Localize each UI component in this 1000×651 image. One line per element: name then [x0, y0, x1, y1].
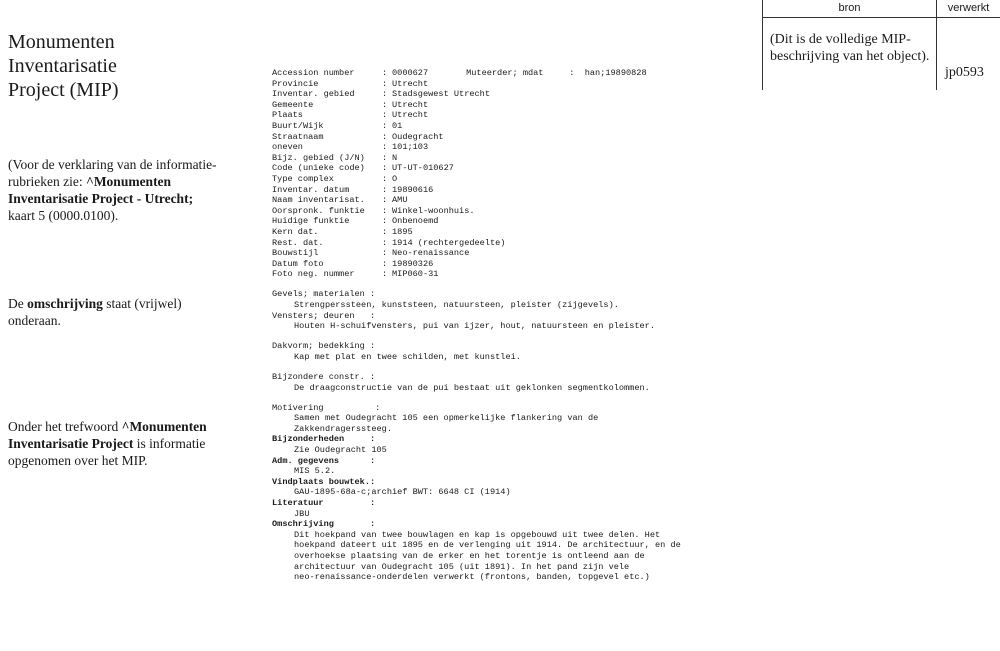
section-value: Houten H-schuifvensters, pui van ijzer, hout, natuursteen en pleister.: [294, 321, 655, 332]
field-separator: :: [382, 78, 388, 89]
column-header-bron: bron: [762, 0, 936, 18]
section-value: Zie Oudegracht 105: [294, 445, 387, 455]
record-field-row: [272, 227, 752, 238]
field-value: 19890326: [392, 258, 434, 269]
field-value: 19890616: [392, 184, 434, 195]
section-gap: [272, 362, 752, 372]
field-value: MIP060-31: [392, 269, 439, 280]
field-separator: :: [382, 258, 388, 269]
field-value: 1895: [392, 226, 413, 237]
field-label: Inventar. datum: [272, 184, 350, 195]
field-separator: :: [543, 68, 585, 78]
field-value: Onbenoemd: [392, 216, 439, 227]
section-label: Gevels; materialen :: [272, 289, 376, 300]
field-value: N: [392, 152, 398, 163]
field-label: Oorspronk. funktie: [272, 205, 365, 216]
column-divider: [762, 18, 763, 90]
record-field-row: [272, 238, 752, 249]
field-label: Type complex: [272, 173, 334, 184]
muteerder-value: han;19890828: [584, 68, 647, 78]
record-field-row: [272, 142, 752, 153]
record-field-row: [272, 68, 752, 79]
record-field-row: [272, 153, 752, 164]
section-value: JBU: [294, 508, 310, 519]
field-separator: :: [382, 152, 388, 163]
note-text: De: [8, 296, 24, 311]
field-separator: :: [382, 248, 388, 259]
note-bold: omschrijving: [27, 296, 103, 311]
record-field-row: [272, 269, 752, 280]
field-value: Utrecht: [392, 78, 429, 89]
note-text: is informatie opgenomen over het MIP.: [8, 436, 206, 468]
record-field-row: [272, 132, 752, 143]
section-gap: [272, 280, 752, 290]
record-field-row: [272, 216, 752, 227]
bron-note: (Dit is de volledige MIP-beschrijving van het object).: [770, 32, 930, 64]
field-value: Neo-renaissance: [392, 248, 470, 259]
field-separator: :: [382, 163, 388, 174]
crossref-link[interactable]: ^Monumenten Inventarisatie Project: [8, 419, 207, 451]
muteerder-field: [466, 68, 647, 79]
field-separator: :: [382, 173, 388, 184]
section-value: Kap met plat en twee schilden, met kunstlei.: [294, 351, 521, 362]
field-separator: :: [382, 110, 388, 121]
section-value: Strengperssteen, kunststeen, natuursteen, pleister (zijgevels).: [294, 299, 619, 310]
field-label: Foto neg. nummer: [272, 269, 355, 280]
field-value: 101;103: [392, 142, 429, 153]
record-field-row: [272, 259, 752, 270]
field-value: Oudegracht: [392, 131, 444, 142]
record-field-row: [272, 185, 752, 196]
section-label: Literatuur :: [272, 497, 376, 508]
field-label: Bijz. gebied (J/N): [272, 152, 365, 163]
field-label: Kern dat.: [272, 226, 319, 237]
record-field-row: [272, 195, 752, 206]
field-label: Plaats: [272, 110, 303, 121]
field-label: Inventar. gebied: [272, 89, 355, 100]
field-separator: :: [382, 205, 388, 216]
field-value: AMU: [392, 195, 408, 206]
column-divider: [936, 18, 937, 90]
section-label: Vindplaats bouwtek.:: [272, 476, 376, 487]
section-value: De draagconstructie van de pui bestaat uit geklonken segmentkolommen.: [294, 382, 650, 393]
mip-record: [272, 68, 752, 583]
field-value: Winkel-woonhuis.: [392, 205, 475, 216]
field-label: oneven: [272, 142, 303, 153]
verwerkt-code: jp0593: [945, 65, 984, 80]
record-field-row: [272, 121, 752, 132]
field-separator: :: [382, 195, 388, 206]
field-label: Rest. dat.: [272, 237, 324, 248]
field-value: Utrecht: [392, 99, 429, 110]
record-sections: [272, 280, 752, 583]
field-label: Straatnaam: [272, 131, 324, 142]
note-text: Onder het trefwoord: [8, 419, 119, 434]
note-text: (Voor de verklaring van de informatie-rubrieken zie:: [8, 157, 217, 189]
field-separator: :: [382, 89, 388, 100]
muteerder-label: Muteerder; mdat: [466, 68, 544, 78]
record-field-row: [272, 206, 752, 217]
section-label: Adm. gegevens :: [272, 455, 376, 466]
section-label: Bijzonderheden :: [272, 434, 376, 445]
field-label: Accession number: [272, 68, 355, 78]
field-separator: :: [382, 142, 388, 153]
field-value: Utrecht: [392, 110, 429, 121]
record-field-row: [272, 110, 752, 121]
field-separator: :: [382, 216, 388, 227]
section-value: Samen met Oudegracht 105 een opmerkelijke flankering van de Zakkendragerssteeg.: [294, 413, 599, 434]
sidebar-note-omschrijving: [8, 295, 218, 329]
field-separator: :: [382, 226, 388, 237]
field-label: Buurt/Wijk: [272, 120, 324, 131]
section-label: Bijzondere constr. :: [272, 371, 376, 382]
field-value: UT-UT-010627: [392, 163, 454, 174]
field-label: Huidige funktie: [272, 216, 350, 227]
section-value: MIS 5.2.: [294, 466, 336, 477]
record-field-row: [272, 79, 752, 90]
section-value: Dit hoekpand van twee bouwlagen en kap is opgebouwd uit twee delen. Het hoekpand dateert uit 1895 en de verlenging uit 1914. De architectuur, en de overhoekse plaatsing van de erker en het torentje is ontleend aan de architectuur van Oudegracht 105 (uit 1891). In het pand zijn vele neo-renaissance-onderdelen verwerkt (frontons, banden, topgevel etc.): [294, 529, 681, 583]
page-title: Monumenten Inventarisatie Project (MIP): [8, 31, 119, 101]
field-separator: :: [382, 99, 388, 110]
field-separator: :: [382, 120, 388, 131]
field-label: Code (unieke code): [272, 163, 365, 174]
section-gap: [272, 393, 752, 403]
section-value: GAU-1895-68a-c;archief BWT: 6648 CI (1914): [294, 487, 511, 498]
column-header-verwerkt: verwerkt: [936, 0, 1000, 18]
field-separator: :: [382, 237, 388, 248]
field-label: Naam inventarisat.: [272, 195, 365, 206]
sidebar-note-rubrieken: [8, 156, 218, 224]
note-text: kaart 5 (0000.0100).: [8, 208, 119, 223]
field-value: 01: [392, 120, 403, 131]
section-label: Motivering :: [272, 402, 381, 413]
field-value: O: [392, 173, 398, 184]
record-fields: [272, 68, 752, 280]
crossref-link[interactable]: ^Monumenten Inventarisatie Project - Utrecht;: [8, 174, 194, 206]
sidebar-note-trefwoord: [8, 418, 218, 469]
record-field-row: [272, 248, 752, 259]
section-label: Omschrijving :: [272, 519, 376, 530]
field-label: Datum foto: [272, 258, 324, 269]
field-label: Provincie: [272, 78, 319, 89]
field-value: Stadsgewest Utrecht: [392, 89, 490, 100]
note-text: staat (vrijwel) onderaan.: [8, 296, 182, 328]
field-value: 0000627: [392, 68, 429, 78]
field-separator: :: [382, 131, 388, 142]
record-field-row: [272, 163, 752, 174]
section-gap: [272, 332, 752, 342]
field-separator: :: [382, 68, 388, 78]
record-field-row: [272, 174, 752, 185]
section-label: Dakvorm; bedekking :: [272, 341, 376, 352]
section-label: Vensters; deuren :: [272, 310, 376, 321]
field-label: Bouwstijl: [272, 248, 319, 259]
field-separator: :: [382, 184, 388, 195]
record-field-row: [272, 89, 752, 100]
field-label: Gemeente: [272, 99, 314, 110]
field-separator: :: [382, 269, 388, 280]
record-field-row: [272, 100, 752, 111]
field-value: 1914 (rechtergedeelte): [392, 237, 506, 248]
